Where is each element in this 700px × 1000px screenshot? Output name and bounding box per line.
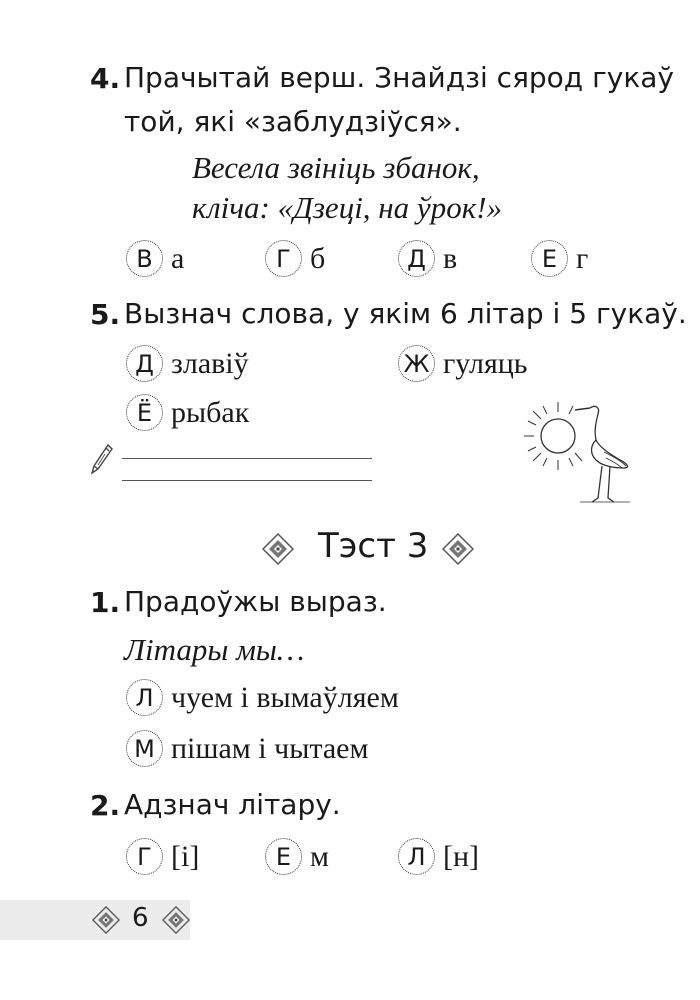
q5-number: 5. — [90, 298, 121, 331]
answer-letter-circle: М — [126, 730, 163, 767]
q4-poem-line2: кліча: «Дзеці, на ўрок!» — [192, 190, 503, 225]
q5-option-yo[interactable] — [126, 394, 249, 431]
t3-q2-option-e[interactable] — [265, 838, 329, 875]
answer-letter-circle: Д — [398, 240, 435, 277]
t3-q2-text: Адзнач літару. — [124, 788, 341, 821]
q5-option-d[interactable] — [126, 345, 249, 382]
q4-option-g[interactable] — [265, 240, 325, 277]
t3-q1-text: Прадоўжы выраз. — [124, 585, 387, 618]
option-label: гуляць — [443, 346, 528, 380]
t3-q1-option-m[interactable] — [126, 730, 368, 767]
q4-option-e[interactable] — [531, 240, 588, 277]
t3-q1-option-l[interactable] — [126, 679, 399, 716]
answer-letter-circle: Г — [126, 838, 163, 875]
pencil-icon — [88, 443, 114, 477]
q5-text: Вызнач слова, у якім 6 літар і 5 гукаў. — [124, 297, 687, 330]
q4-number: 4. — [90, 62, 121, 95]
option-label: злавіў — [171, 346, 249, 380]
t3-q2-option-g[interactable] — [126, 838, 199, 875]
q4-poem-line1: Весела звініць збанок, — [192, 150, 480, 185]
t3-q2-option-l[interactable] — [398, 838, 479, 875]
answer-letter-circle: Е — [531, 240, 568, 277]
belarusian-ornament-icon — [262, 533, 294, 565]
q4-text-line1: Прачытай верш. Знайдзі сярод гукаў — [124, 61, 674, 94]
option-label: в — [443, 241, 458, 275]
option-label: а — [171, 241, 185, 275]
option-label: б — [310, 241, 326, 275]
answer-letter-circle: В — [126, 240, 163, 277]
answer-letter-circle: Е — [265, 838, 302, 875]
option-label: [і] — [171, 839, 200, 873]
t3-q2-number: 2. — [90, 789, 121, 822]
option-label: чуем і вымаўляем — [171, 680, 399, 714]
answer-letter-circle: Г — [265, 240, 302, 277]
answer-letter-circle: Л — [398, 838, 435, 875]
q5-option-zh[interactable] — [398, 345, 528, 382]
page-number: 6 — [132, 903, 149, 933]
answer-letter-circle: Ж — [398, 345, 435, 382]
belarusian-ornament-icon — [92, 906, 120, 934]
answer-letter-circle: Д — [126, 345, 163, 382]
answer-line-2[interactable] — [122, 480, 372, 481]
option-label: [н] — [443, 839, 480, 873]
belarusian-ornament-icon — [442, 533, 474, 565]
q4-text-line2: той, які «заблудзіўся». — [124, 105, 462, 138]
answer-letter-circle: Ё — [126, 394, 163, 431]
option-label: рыбак — [171, 395, 250, 429]
q4-option-v[interactable] — [126, 240, 184, 277]
stork-sun-illustration — [520, 398, 635, 508]
answer-letter-circle: Л — [126, 679, 163, 716]
belarusian-ornament-icon — [162, 906, 190, 934]
option-label: г — [576, 241, 589, 275]
t3-q1-prompt: Літары мы… — [124, 632, 305, 667]
answer-line-1[interactable] — [122, 458, 372, 459]
t3-q1-number: 1. — [90, 586, 121, 619]
option-label: м — [310, 839, 329, 873]
q4-option-d[interactable] — [398, 240, 457, 277]
option-label: пішам і чытаем — [171, 731, 369, 765]
test-title: Тэст 3 — [318, 526, 429, 566]
